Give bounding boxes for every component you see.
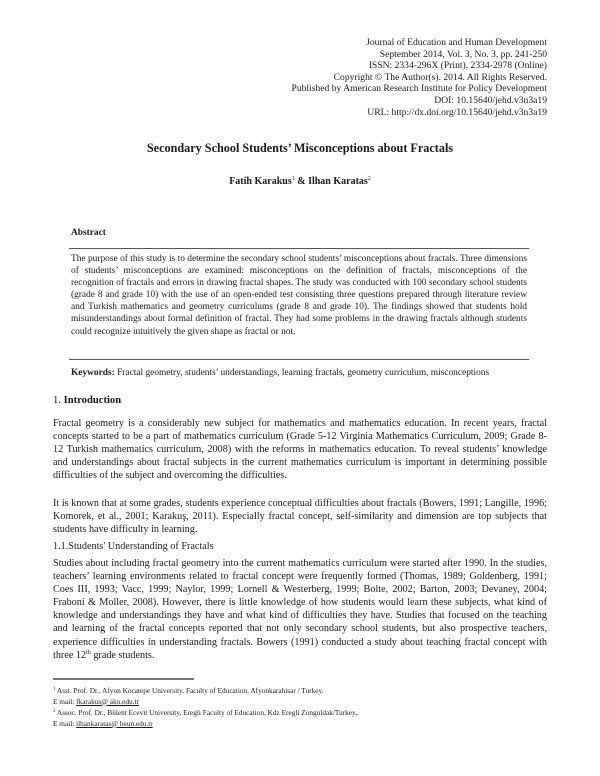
- paragraph: Fractal geometry is a considerably new subject for mathematics and mathematics education. In recent years, fractal concepts started to be a part of mathematics curriculum (Grade 5-12 Virginia Mathematics Curriculum, 2009; Grade 8-12 Turkish mathematics curriculum, 2008) with the reforms in mathematics education. To reveal students’ knowledge and understandings about fractal subjects in the current mathematics curriculum is important in determining possible difficulties of the subject and overcoming the difficulties.: [53, 418, 547, 482]
- paragraph-text: Studies about including fractal geometry into the current mathematics curriculum were started after 1990. In the studies, teachers’ learning environments related to fractal concept were frequently formed (Thomas, 1989; Goldenberg, 1991; Coes III, 1993; Vacc, 1999; Naylor, 1999; Lornell & Westerberg, 1999; Bolte, 2002; Barton, 2003; Devaney, 2004; Fraboni & Moller, 2008). However, there is little knowledge of how students would learn these subjects, what kind of knowledge and understandings they have and what kind of difficulties they have. Studies that focused on the teaching and learning of the fractal concepts reported that not only secondary school students, but also prospective teachers, experience difficulties in understanding fractals. Bowers (1991) conducted a study about teaching fractal concept with three 12: [53, 558, 547, 661]
- paragraph-text-tail: grade students.: [90, 649, 155, 661]
- abstract-heading: Abstract: [71, 228, 106, 238]
- abstract-bottom-divider: [69, 359, 529, 360]
- keywords-text: Fractal geometry, students’ understandings, learning fractals, geometry curriculum, misconceptions: [117, 368, 490, 378]
- email-link[interactable]: ilhankaratas@ beun.edu.tr: [76, 718, 153, 728]
- footnote: [53, 685, 553, 697]
- paragraph: It is known that at some grades, students experience conceptual difficulties about fractals (Bowers, 1991; Langille, 1996; Komorek, et al., 2001; Karakuş, 2011). Especially fractal concept, self-similarity and dimension are top subjects that students have difficulty in learning.: [53, 498, 547, 536]
- email-label: E mail:: [53, 696, 77, 706]
- abstract-top-divider: [69, 248, 529, 249]
- section-title: Introduction: [63, 395, 122, 406]
- footnote-affiliation: Assoc. Prof. Dr., Bülent Ecevit University, Eregli Faculty of Education, Kdz Eregli Zonguldak/Turkey,.: [56, 708, 359, 718]
- author-list: [0, 176, 600, 187]
- section-heading-introduction: [53, 395, 121, 406]
- issue-info: September 2014, Vol. 3, No. 3, pp. 241-250: [379, 48, 547, 60]
- footnote-affiliation: Asst. Prof. Dr., Afyon Kocatepe University, Faculty of Education, Afyonkarahisar / Turkey.: [56, 686, 324, 695]
- paragraph: [53, 557, 547, 662]
- footnote-email-line: [53, 719, 553, 730]
- doi: DOI: 10.15640/jehd.v3n3a19: [434, 94, 547, 106]
- keywords-label: Keywords:: [71, 368, 115, 378]
- journal-name: Journal of Education and Human Development: [366, 37, 547, 48]
- subsection-heading: 1.1.Students' Understanding of Fractals: [53, 541, 214, 552]
- author-name: Ilhan Karatas: [308, 176, 368, 187]
- copyright: Copyright © The Author(s). 2014. All Rights Reserved.: [333, 71, 547, 83]
- url[interactable]: URL: http://dx.doi.org/10.15640/jehd.v3n3a19: [367, 106, 547, 118]
- author-name: Fatih Karakus: [229, 176, 292, 187]
- footnote-mark: 1: [53, 687, 56, 692]
- journal-header: [291, 37, 547, 118]
- email-link[interactable]: fkarakus@ aku.edu.tr: [76, 696, 139, 706]
- footnote-email-line: [53, 697, 553, 708]
- keywords: [71, 368, 527, 380]
- footnote-mark: 2: [53, 709, 56, 715]
- author-separator: &: [294, 176, 309, 187]
- email-label: E mail:: [53, 718, 77, 728]
- footnote: [53, 707, 553, 719]
- issn: ISSN: 2334-296X (Print), 2334-2978 (Online): [368, 60, 547, 72]
- author-footnote-mark: 2: [367, 176, 371, 182]
- section-number: 1.: [53, 395, 61, 406]
- abstract-body: The purpose of this study is to determine the secondary school students’ misconceptions about fractals. Three dimensions of students’ misconceptions are examined: misconceptions on the definition of fractals, misconceptions of the recognition of fractals and errors in drawing fractal shapes. The study was conducted with 100 secondary school students (grade 8 and grade 10) with the use of an open-ended test consisting three questions prepared through literature review and Turkish mathematics and geometry curriculums (grade 8 and grade 10). The findings showed that students hold misunderstandings about formal definition of fractal. They had some problems in the drawing fractals although students could recognize intuitively the given shape as fractal or not.: [71, 254, 527, 337]
- footnote-divider: [53, 678, 194, 680]
- ordinal-superscript: th: [86, 649, 91, 656]
- paper-title: Secondary School Students’ Misconceptions about Fractals: [146, 141, 454, 155]
- author-footnote-mark: 1: [291, 176, 295, 182]
- publisher: Published by American Research Institute for Policy Development: [291, 83, 547, 95]
- footnotes: [53, 685, 553, 729]
